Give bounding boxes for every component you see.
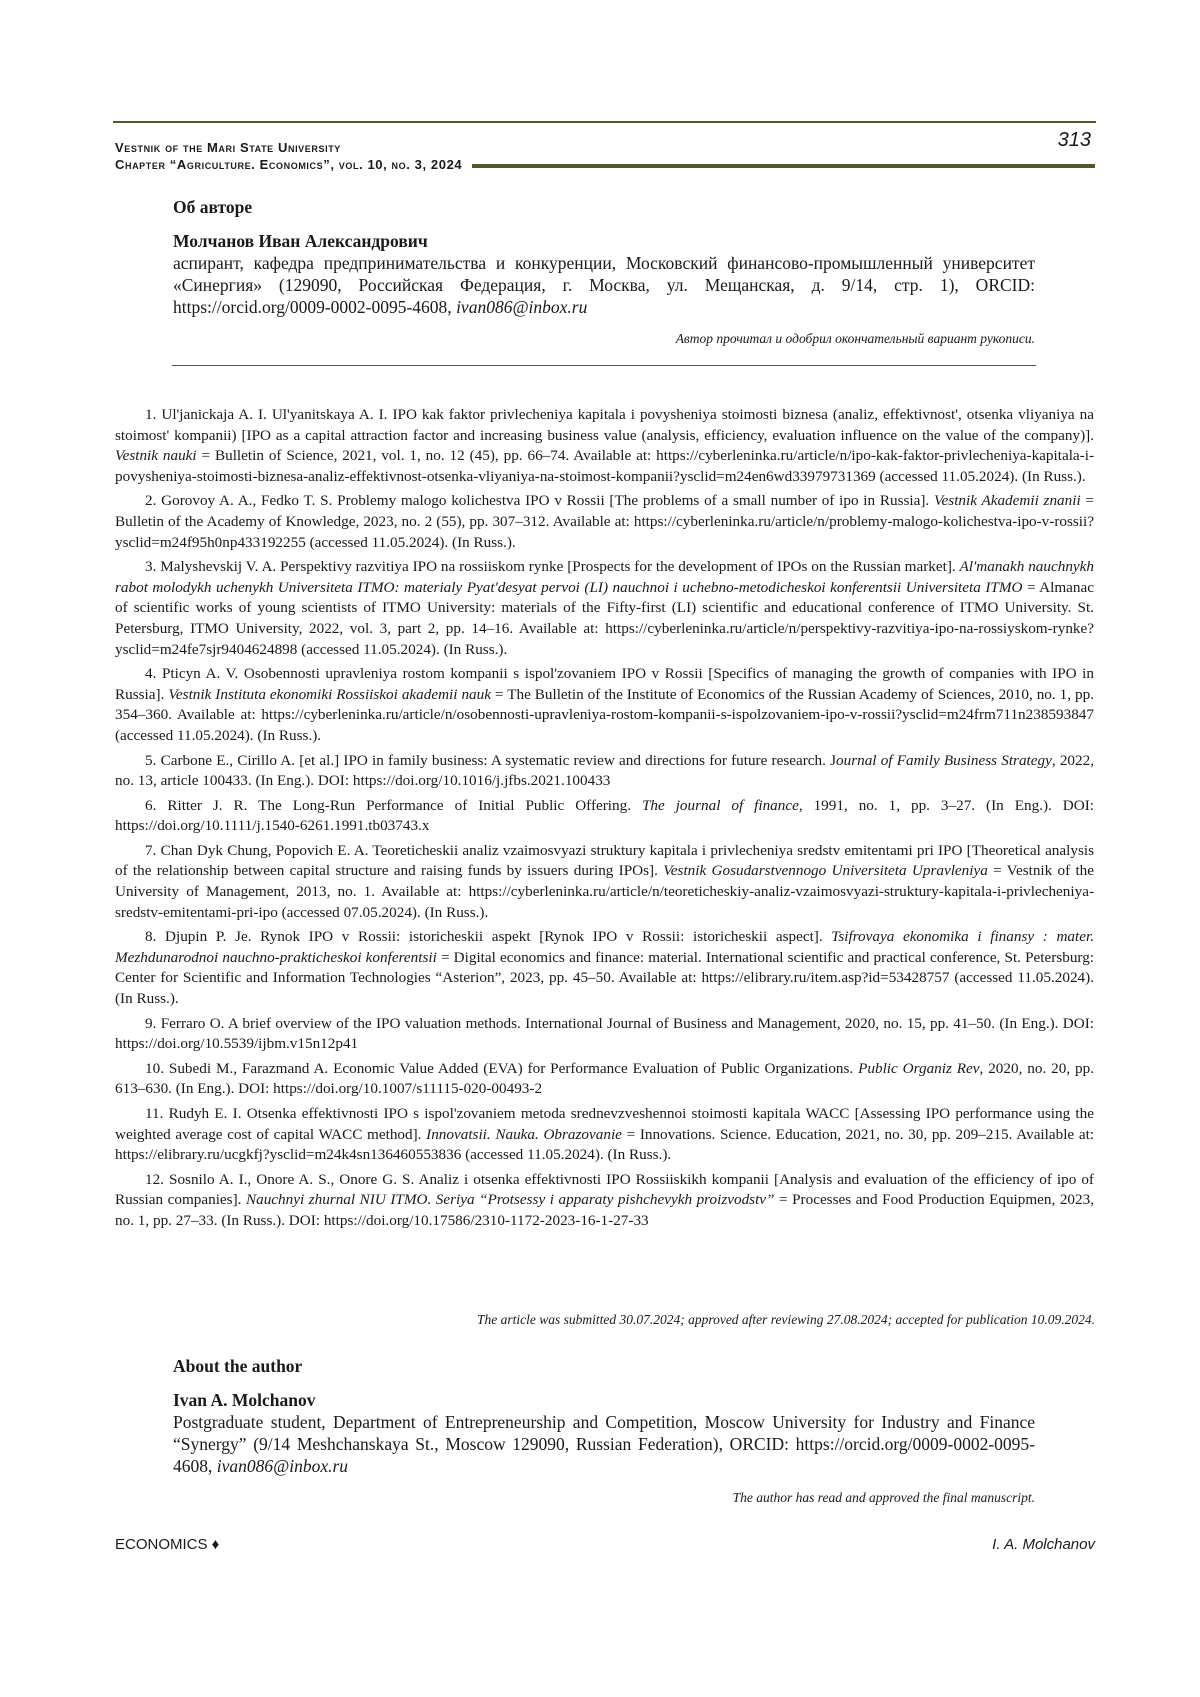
author-email-ru[interactable]: ivan086@inbox.ru — [456, 297, 588, 317]
reference-source: Vestnik Akademii znanii — [933, 492, 1081, 510]
reference-source: Public Organiz Rev — [858, 1059, 980, 1077]
references-list — [115, 405, 1094, 1236]
about-heading-en: About the author — [173, 1356, 303, 1376]
author-info-ru — [173, 252, 1035, 318]
reference-text: 11. Rudyh E. I. Otsenka effektivnosti IPO s ispol'zovaniem metoda srednevzveshennoi stoimosti kapitala WACC [Assessing IPO performance using the weighted average cost of capital WACC method]. — [115, 1105, 1094, 1143]
submission-dates: The article was submitted 30.07.2024; approved after reviewing 27.08.2024; accepted for publication 10.09.2024. — [476, 1312, 1095, 1327]
approved-note-ru: Автор прочитал и одобрил окончательный вариант рукописи. — [675, 331, 1035, 346]
reference-item — [115, 491, 1094, 553]
reference-item — [115, 796, 1094, 837]
reference-item — [115, 1170, 1094, 1232]
journal-header — [115, 129, 1095, 174]
page-number: 313 — [1057, 129, 1091, 151]
reference-item — [115, 751, 1094, 792]
reference-source: Al'manakh nauchnykh rabot molodykh uchenykh Universiteta ITMO: materialy Pyat'desyat pervoi (LI) nauchnoi i uchebno-metodicheskoi konferentsii Universiteta ITMO — [115, 558, 1094, 596]
reference-details: , 1991, no. 1, pp. 3–27. (In Eng.). DOI: https://doi.org/10.1111/j.1540-6261.1991.tb03743.x — [115, 796, 1094, 835]
reference-text: 6. Ritter J. R. The Long-Run Performance of Initial Public Offering. — [145, 796, 642, 814]
author-name-ru: Молчанов Иван Александрович — [173, 231, 428, 251]
reference-item — [115, 664, 1094, 746]
reference-source: Vestnik Instituta ekonomiki Rossiiskoi akademii nauk — [168, 685, 491, 703]
reference-source: Tsifrovaya ekonomika i finansy : mater. Mezhdunarodnoi nauchno-prakticheskoi konferentsii — [115, 928, 1094, 966]
reference-item — [115, 927, 1094, 1009]
reference-details: = Processes and Food Production Equipmen, 2023, no. 1, pp. 27–33. (In Russ.). DOI: https://doi.org/10.17586/2310-1172-2023-16-1-27-33 — [115, 1191, 1094, 1229]
journal-subtitle-row — [115, 156, 1095, 174]
reference-item — [115, 1014, 1094, 1055]
reference-details: = Bulletin of Science, 2021, vol. 1, no. 12 (45), pp. 66–74. Available at: https://cyberleninka.ru/article/n/ipo-kak-faktor-privlecheniya-kapitala-i-povysheniya-stoimosti-biznesa-analiz-effektivnost-otsenka-vliyaniya-na-stoimost-kompanii?ysclid=m24en6wd33979731369 (accessed 11.05.2024). (In Russ.). — [115, 447, 1094, 485]
reference-source: ournal of Family Business Strategy — [836, 751, 1052, 769]
reference-details: = Almanac of scientific works of young scientists of ITMO University: materials of the Fifty-first (LI) scientific and educational conference of ITMO University. St. Petersburg, ITMO University, 2022, vol. 3, part 2, pp. 14–16. Available at: https://cyberleninka.ru/article/n/perspektivy-razvitiya-ipo-na-rossiyskom-rynke?ysclid=m24fe7sjr9404624898 (accessed 11.05.2024). (In Russ.). — [115, 578, 1095, 658]
author-affiliation-en: Postgraduate student, Department of Entrepreneurship and Competition, Moscow University for Industry and Finance “Synergy” (9/14 Meshchanskaya St., Moscow 129090, Russian Federation), ORCID: https://orcid.org/0009-0002-0095-4608, — [173, 1412, 1035, 1476]
reference-text: 3. Malyshevskij V. A. Perspektivy razvitiya IPO na rossiiskom rynke [Prospects for the development of IPOs on the Russian market]. — [145, 558, 960, 576]
reference-item — [115, 1059, 1094, 1100]
reference-item — [115, 841, 1094, 923]
author-email-en[interactable]: ivan086@inbox.ru — [216, 1456, 349, 1476]
reference-text: 9. Ferraro O. A brief overview of the IPO valuation methods. International Journal of Business and Management, 2020, no. 15, pp. 41–50. (In Eng.). DOI: https://doi.org/10.5539/ijbm.v15n12p41 — [115, 1014, 1094, 1053]
reference-details: = The Bulletin of the Institute of Economics of the Russian Academy of Sciences, 2010, no. 1, pp. 354–360. Available at: https://cyberleninka.ru/article/n/osobennosti-upravleniya-rostom-kompanii-s-ispolzovaniem-ipo-v-rossii?ysclid=m24frm711n238593847 (accessed 11.05.2024). (In Russ.). — [115, 685, 1094, 744]
reference-source: Vestnik Gosudarstvennogo Universiteta Upravleniya — [663, 862, 988, 880]
reference-details: = Bulletin of the Academy of Knowledge, 2023, no. 2 (55), pp. 307–312. Available at: https://cyberleninka.ru/article/n/problemy-malogo-kolichestva-ipo-v-rossii?ysclid=m24f95h0np433192255 (accessed 11.05.2024). (In Russ.). — [115, 492, 1094, 551]
author-name-en: Ivan A. Molchanov — [173, 1390, 316, 1410]
reference-text: 7. Chan Dyk Chung, Popovich E. A. Teoreticheskii analiz vzaimosvyazi struktury kapitala i privlecheniya sredstv emitentami pri IPO [Theoretical analysis of the relationship between capital structure and raising funds by issuers during IPOs]. — [115, 841, 1094, 880]
reference-item — [115, 557, 1094, 660]
reference-text: 5. Carbone E., Cirillo A. [et al.] IPO in family business: A systematic review and directions for future research. J — [145, 751, 837, 769]
footer-section: ECONOMICS ♦ — [115, 1536, 220, 1553]
journal-title: Vestnik of the Mari State University — [115, 140, 341, 155]
reference-details: = Vestnik of the University of Management, 2013, no. 1. Available at: https://cyberleninka.ru/article/n/teoreticheskiy-analiz-vzaimosvyazi-struktury-kapitala-i-privlecheniya-sredstv-emitentami-pri-ipo (accessed 07.05.2024). (In Russ.). — [115, 862, 1094, 921]
reference-source: The journal of finance — [641, 796, 799, 814]
header-rule — [472, 164, 1095, 168]
footer-author: I. A. Molchanov — [992, 1536, 1095, 1553]
reference-source: Innovatsii. Nauka. Obrazovanie — [426, 1125, 622, 1143]
about-author-en — [173, 1355, 1035, 1507]
about-author-ru — [173, 196, 1035, 348]
approved-note-en: The author has read and approved the final manuscript. — [732, 1490, 1035, 1505]
about-heading-ru: Об авторе — [173, 197, 253, 217]
reference-text: 12. Sosnilo A. I., Onore A. S., Onore G. S. Analiz i otsenka effektivnosti IPO Rossiiskikh kompanii [Analysis and evaluation of the efficiency of ipo of Russian companies]. — [115, 1170, 1094, 1209]
reference-text: 4. Pticyn A. V. Osobennosti upravleniya rostom kompanii s ispol'zovaniem IPO v Rossii [Specifics of managing the growth of companies with IPO in Russia]. — [115, 665, 1094, 703]
reference-text: 8. Djupin P. Je. Rynok IPO v Rossii: istoricheskii aspekt [Rynok IPO v Rossii: istoricheskii aspect]. — [145, 928, 832, 946]
reference-details: , 2020, no. 20, pp. 613–630. (In Eng.). DOI: https://doi.org/10.1007/s11115-020-00493-2 — [115, 1059, 1094, 1098]
reference-details: = Digital economics and finance: material. International scientific and practical conference, St. Petersburg: Center for Scientific and Information Technologies “Asterion”, 2023, pp. 45–50. Available at: https://elibrary.ru/item.asp?id=53428757 (accessed 11.05.2024). (In Russ.). — [115, 948, 1095, 1008]
journal-issue: Chapter “Agriculture. Economics”, vol. 10, no. 3, 2024 — [115, 157, 463, 172]
reference-text: 10. Subedi M., Farazmand A. Economic Value Added (EVA) for Performance Evaluation of Public Organizations. — [145, 1059, 859, 1077]
reference-details: , 2022, no. 13, article 100433. (In Eng.). DOI: https://doi.org/10.1016/j.jfbs.2021.100433 — [115, 751, 1095, 790]
reference-text: 1. Ul'janickaja A. I. Ul'yanitskaya A. I. IPO kak faktor privlecheniya kapitala i povysheniya stoimosti biznesa (analiz, effektivnost', otsenka vliyaniya na stoimost' kompanii) [IPO as a capital attraction factor and increasing business value (analysis, efficiency, evaluation influence on the value of the company)]. — [115, 406, 1094, 444]
author-affiliation-ru: аспирант, кафедра предпринимательства и конкуренции, Московский финансово-промышленный университет «Синергия» (129090, Российская Федерация, г. Москва, ул. Мещанская, д. 9/14, стр. 1), ORCID: https://orcid.org/0009-0002-0095-4608, — [173, 253, 1035, 317]
reference-item — [115, 1104, 1094, 1166]
reference-item — [115, 405, 1094, 487]
top-rule — [113, 121, 1096, 123]
reference-source: Vestnik nauki — [115, 447, 197, 465]
reference-text: 2. Gorovoy A. A., Fedko T. S. Problemy malogo kolichestva IPO v Rossii [The problems of a small number of ipo in Russia]. — [145, 492, 934, 510]
author-info-en — [173, 1411, 1035, 1477]
reference-source: Nauchnyi zhurnal NIU ITMO. Seriya “Protsessy i apparaty pishchevykh proizvodstv” — [245, 1191, 775, 1209]
section-divider — [172, 365, 1036, 366]
reference-details: = Innovations. Science. Education, 2021, no. 30, pp. 209–215. Available at: https://elibrary.ru/ucgkfj?ysclid=m24k4sn136460553836 (accessed 11.05.2024). (In Russ.). — [115, 1125, 1095, 1164]
